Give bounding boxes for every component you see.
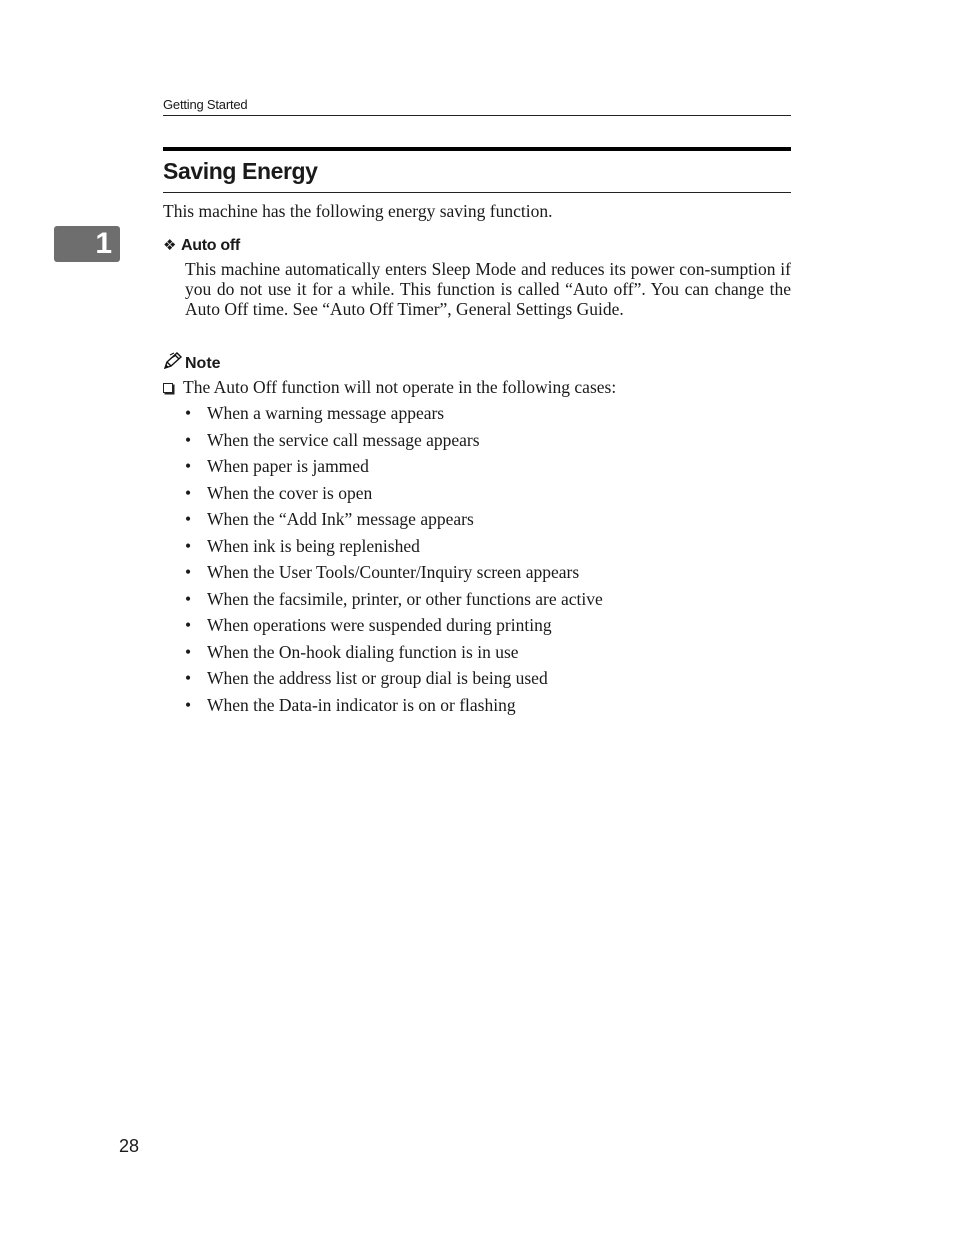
auto-off-body: This machine automatically enters Sleep Mode and reduces its power con-sumption if you do not use it for a while. This function is called “Auto off”. You can change the Auto Off time. See “Auto Off Timer”, General Settings Guide. [185, 259, 791, 319]
list-item-text: When the On-hook dialing function is in use [207, 641, 519, 662]
list-item [185, 535, 603, 562]
list-item-text: When the facsimile, printer, or other functions are active [207, 588, 603, 609]
list-item-text: When the address list or group dial is being used [207, 668, 548, 688]
auto-off-heading [163, 235, 240, 257]
page-number: 28 [119, 1136, 140, 1156]
note-heading [163, 352, 221, 375]
list-item [185, 561, 603, 588]
bullet-icon: • [185, 535, 192, 556]
list-item-text: When the Data-in indicator is on or flashing [207, 694, 516, 715]
list-item-text: When paper is jammed [207, 456, 369, 476]
list-item-text: When the cover is open [207, 482, 373, 503]
chapter-tab: 1 [54, 226, 120, 262]
list-item [185, 694, 603, 721]
list-item-text: When a warning message appears [207, 403, 445, 423]
list-item-text: When the “Add Ink” message appears [207, 509, 474, 529]
list-item [185, 641, 603, 668]
note-title: Note [185, 355, 221, 372]
list-item [185, 588, 603, 615]
list-item [185, 667, 603, 694]
bullet-icon: • [185, 588, 192, 609]
bullet-icon: • [185, 456, 192, 476]
bullet-icon: • [185, 668, 192, 688]
bullet-icon: • [185, 482, 192, 503]
checkbox-icon [163, 383, 173, 393]
list-item-text: When the User Tools/Counter/Inquiry screen appears [207, 562, 580, 582]
list-item [185, 614, 603, 641]
list-item-text: When operations were suspended during printing [207, 615, 552, 635]
list-item [185, 455, 603, 482]
bullet-icon: • [185, 694, 192, 715]
list-item [185, 482, 603, 509]
section-title: Saving Energy [163, 158, 318, 184]
section-intro: This machine has the following energy saving function. [163, 201, 553, 221]
note-item-text: The Auto Off function will not operate in the following cases: [183, 377, 617, 397]
bullet-icon: • [185, 615, 192, 635]
bullet-icon: • [185, 562, 192, 582]
list-item-text: When the service call message appears [207, 429, 480, 450]
list-item [185, 402, 603, 429]
bullet-icon: • [185, 403, 192, 423]
list-item [185, 508, 603, 535]
exception-list [185, 402, 603, 720]
bullet-icon: • [185, 641, 192, 662]
auto-off-title: Auto off [181, 237, 240, 254]
diamond-icon: ❖ [163, 237, 177, 254]
title-rule-top [163, 147, 791, 151]
bullet-icon: • [185, 429, 192, 450]
running-header: Getting Started [163, 96, 791, 116]
bullet-icon: • [185, 509, 192, 529]
title-rule-bottom [163, 192, 791, 193]
pencil-icon [163, 352, 183, 370]
list-item [185, 429, 603, 456]
note-item [163, 376, 616, 398]
list-item-text: When ink is being replenished [207, 535, 420, 556]
